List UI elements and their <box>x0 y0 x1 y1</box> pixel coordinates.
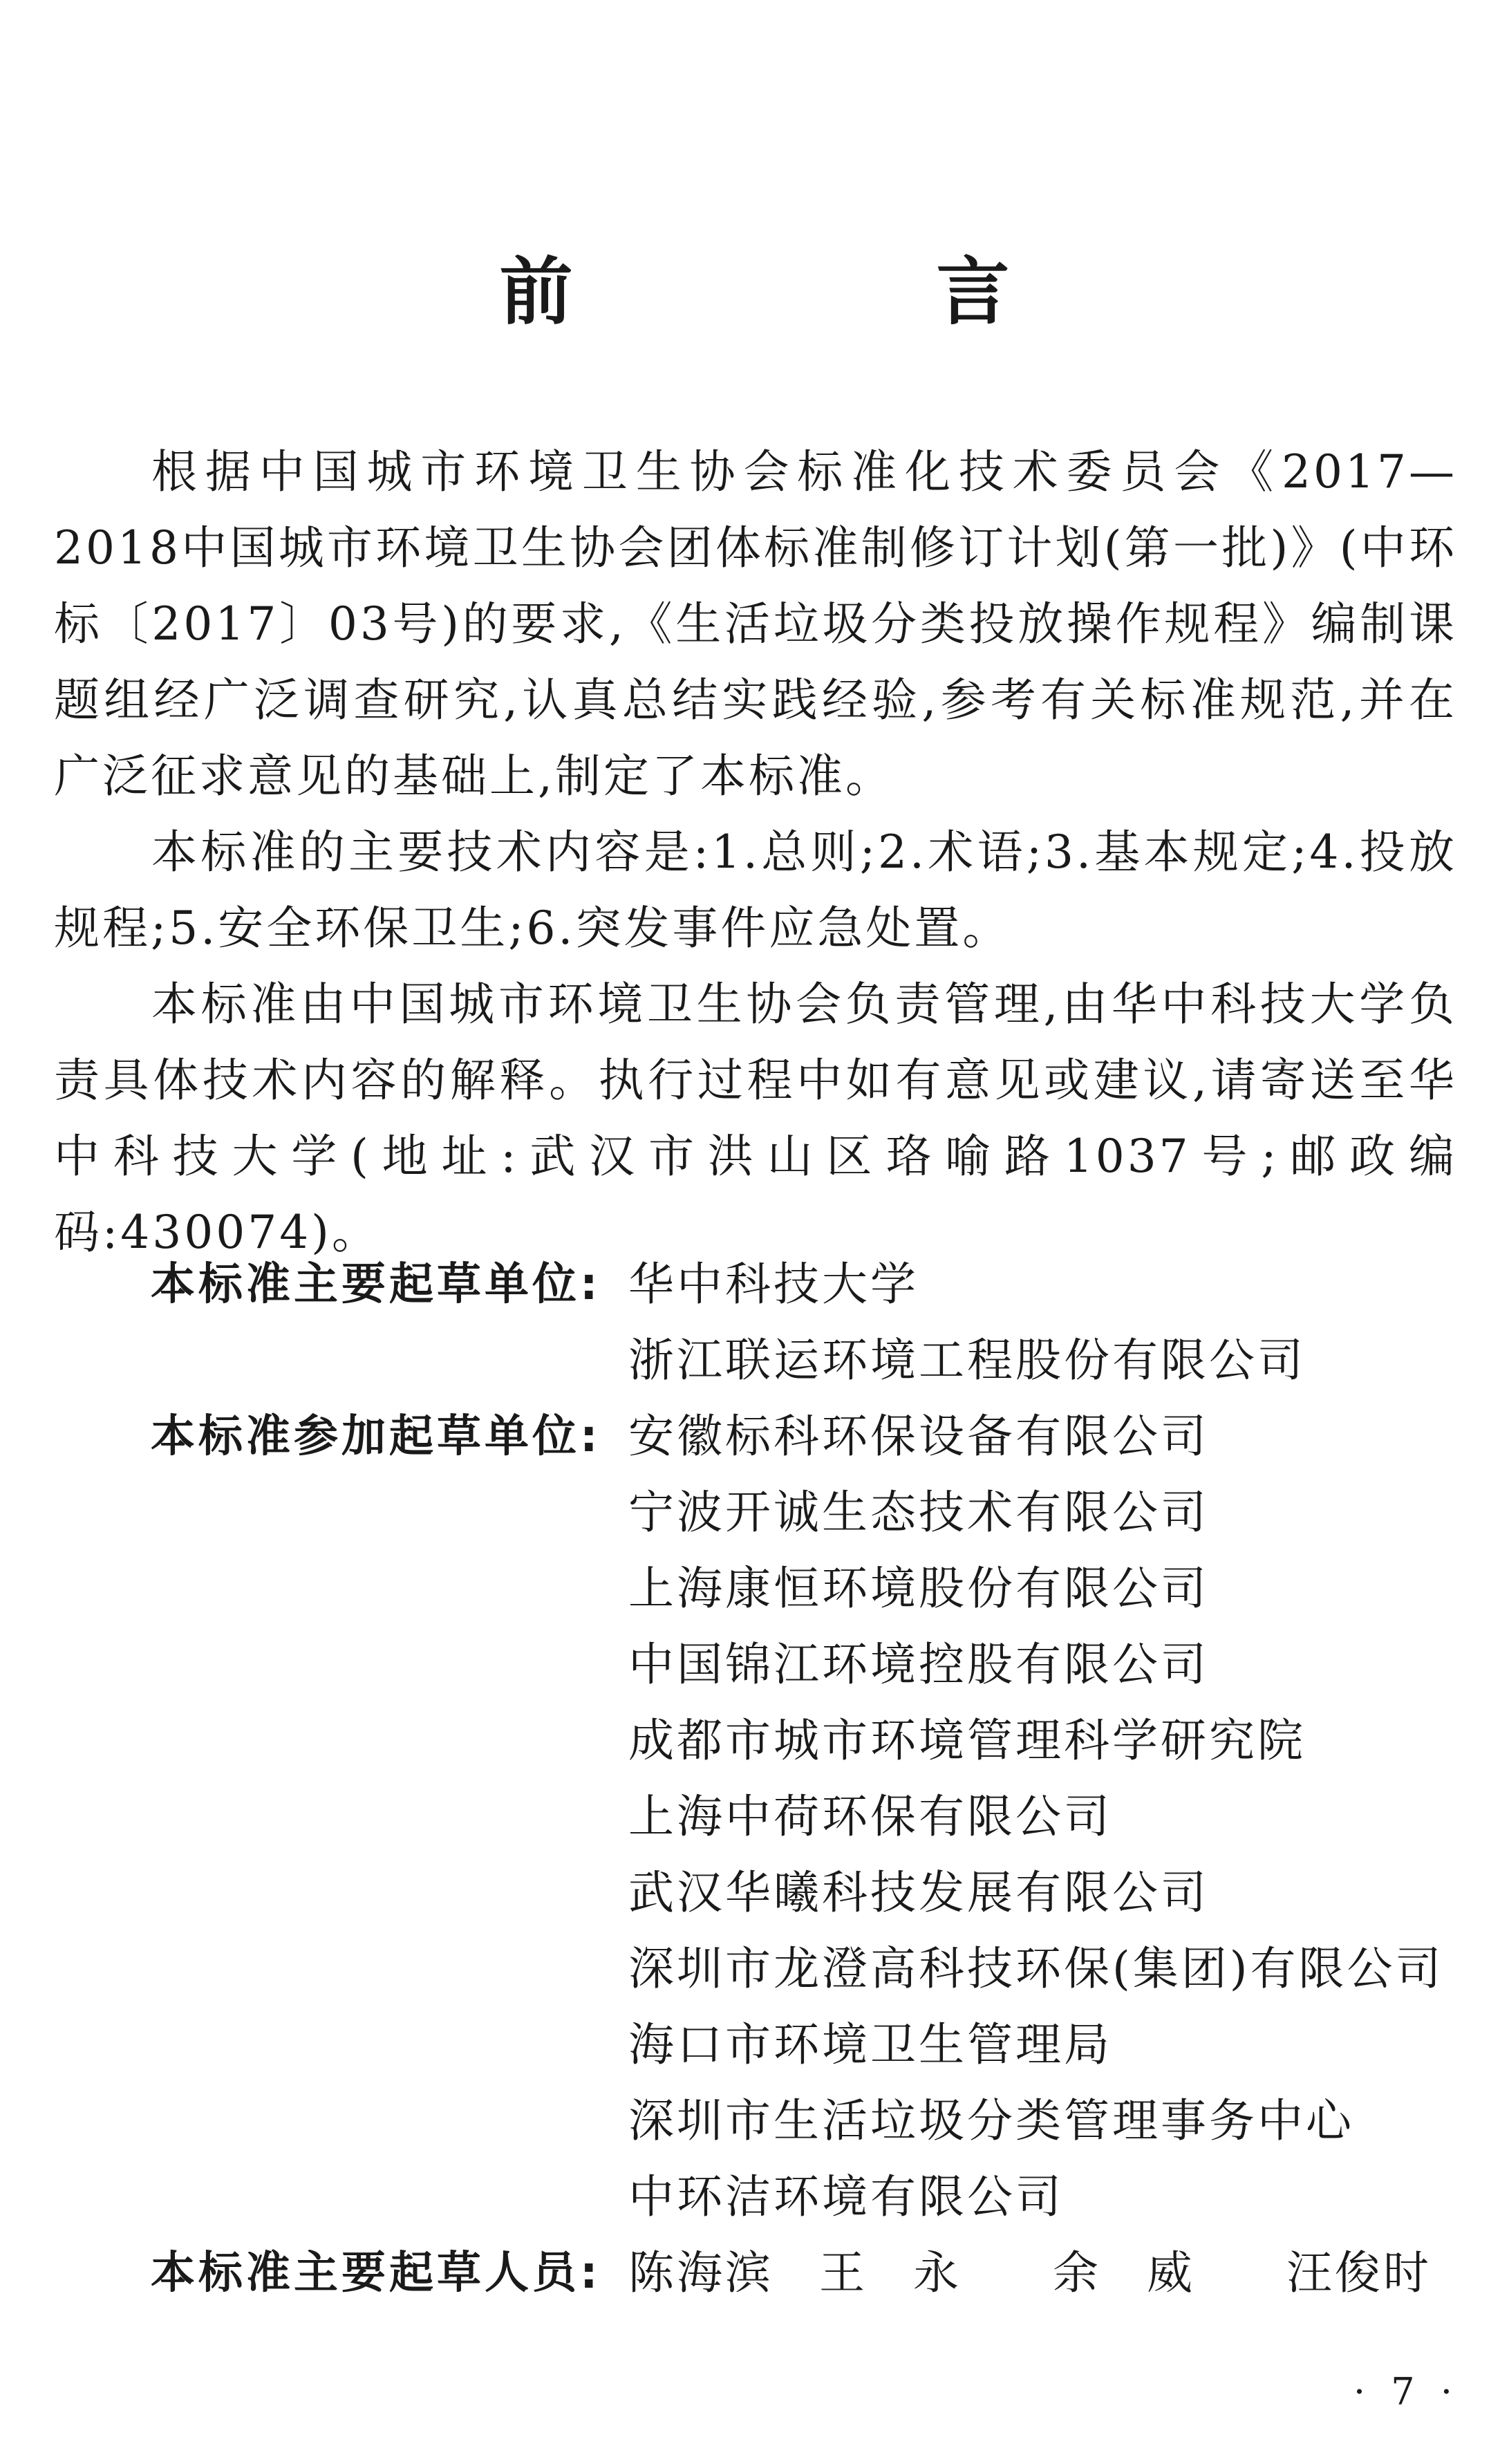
drafter-list <box>628 2235 1477 2311</box>
body-paragraph: 本标准由中国城市环境卫生协会负责管理,由华中科技大学负责具体技术内容的解释。执行过程中如有意见或建议,请寄送至华中科技大学(地址:武汉市洪山区珞喻路1037号;邮政编码:430074)。 <box>54 978 1457 1259</box>
unit-item: 武汉华曦科技发展有限公司 <box>628 1866 1209 1919</box>
unit-item: 中环洁环境有限公司 <box>628 2170 1064 2223</box>
unit-item: 宁波开诚生态技术有限公司 <box>628 1486 1209 1539</box>
unit-item: 浙江联运环境工程股份有限公司 <box>628 1334 1306 1387</box>
unit-item: 上海康恒环境股份有限公司 <box>628 1562 1209 1615</box>
unit-item: 海口市环境卫生管理局 <box>628 2018 1112 2071</box>
page-number: · 7 · <box>1353 2370 1459 2414</box>
unit-item: 中国锦江环境控股有限公司 <box>628 1638 1209 1691</box>
drafter-name: 陈海滨 <box>628 2246 774 2299</box>
body-paragraph: 根据中国城市环境卫生协会标准化技术委员会《2017—2018中国城市环境卫生协会团体标准制修订计划(第一批)》(中环标〔2017〕03号)的要求,《生活垃圾分类投放操作规程》编制课题组经广泛调查研究,认真总结实践经验,参考有关标准规范,并在广泛征求意见的基础上,制定了本标准。 <box>54 445 1457 803</box>
unit-item: 安徽标科环保设备有限公司 <box>628 1410 1209 1463</box>
body-paragraph: 本标准的主要技术内容是:1.总则;2.术语;3.基本规定;4.投放规程;5.安全环保卫生;6.突发事件应急处置。 <box>54 825 1457 955</box>
unit-item: 成都市城市环境管理科学研究院 <box>628 1714 1306 1767</box>
drafter-name: 王永 <box>819 2246 1007 2299</box>
page-title: 前 言 <box>499 250 1155 335</box>
participating-units-label: 本标准参加起草单位: <box>151 1411 601 1462</box>
unit-item: 上海中荷环保有限公司 <box>628 1790 1112 1843</box>
drafters-label: 本标准主要起草人员: <box>151 2248 601 2299</box>
drafter-name: 余威 <box>1053 2246 1241 2299</box>
unit-item: 深圳市生活垃圾分类管理事务中心 <box>628 2094 1354 2147</box>
unit-item: 华中科技大学 <box>628 1258 919 1311</box>
main-units-label: 本标准主要起草单位: <box>151 1259 601 1310</box>
unit-item: 深圳市龙澄高科技环保(集团)有限公司 <box>628 1942 1444 1995</box>
drafter-name: 汪俊时 <box>1286 2246 1432 2299</box>
